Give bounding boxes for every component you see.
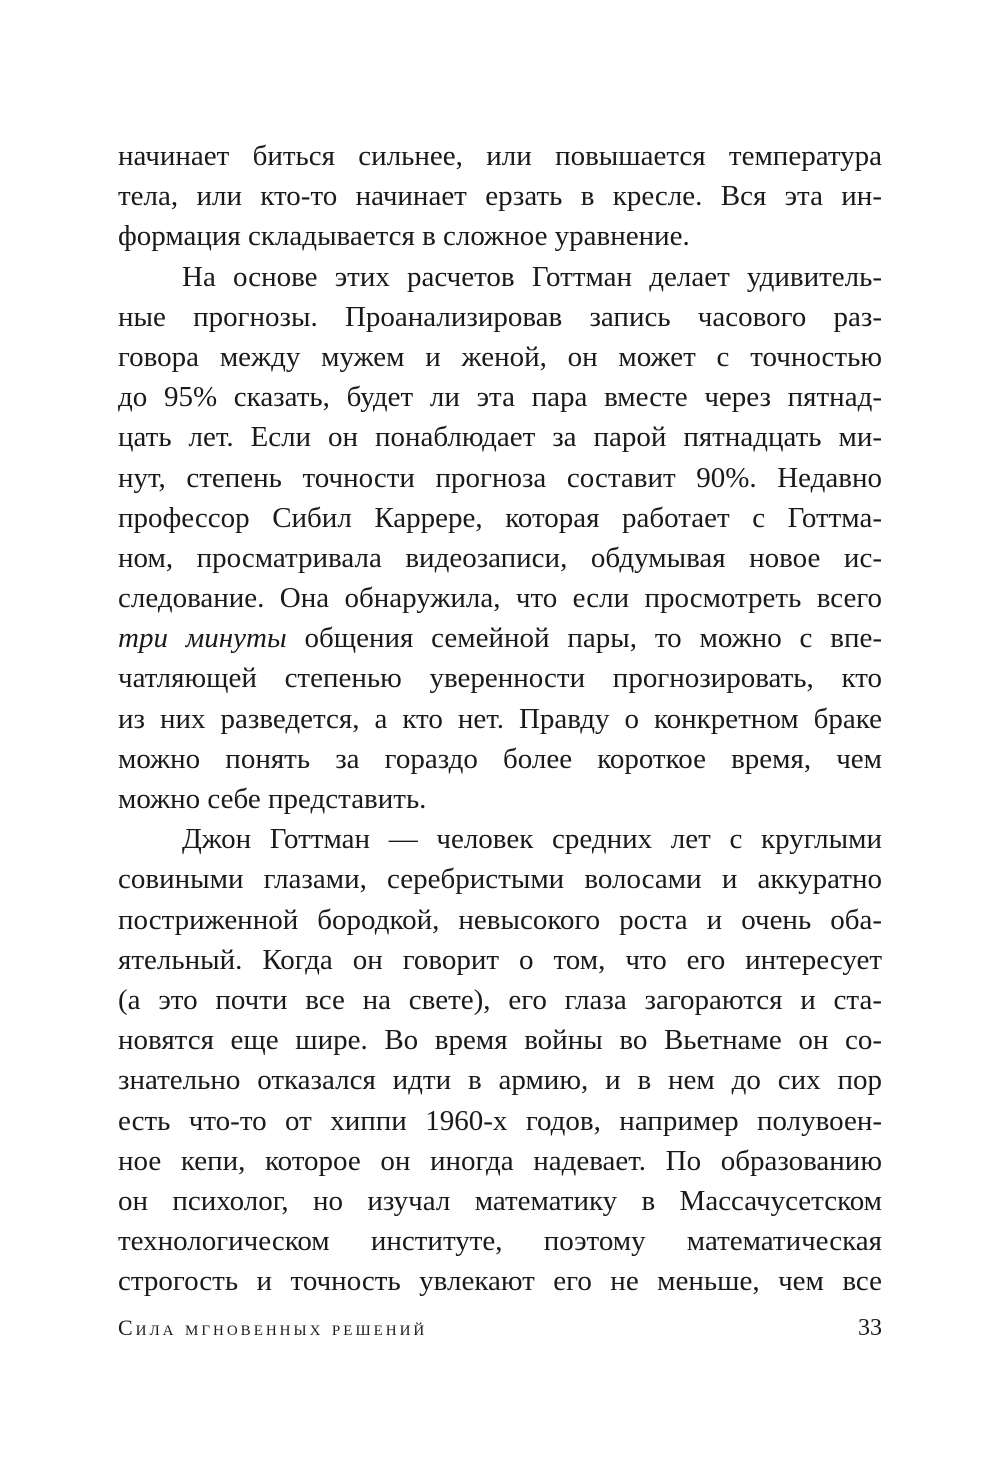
- text-line: профессор Сибил Каррере, которая работает с Готтма-: [118, 501, 882, 534]
- paragraph-start-line: На основе этих расчетов Готтман делает удивитель-: [182, 260, 882, 293]
- text-line: совиными глазами, серебристыми волосами и аккуратно: [118, 863, 882, 896]
- text-line: технологическом институте, поэтому математическая: [118, 1225, 882, 1258]
- text-line: новятся еще шире. Во время войны во Вьетнаме он со-: [118, 1024, 882, 1057]
- text-line: нут, степень точности прогноза составит 90%. Недавно: [118, 461, 882, 494]
- text-line: следование. Она обнаружила, что если просмотреть всего: [118, 582, 882, 615]
- text-line: из них разведется, а кто нет. Правду о конкретном браке: [118, 702, 882, 735]
- text-line: постриженной бородкой, невысокого роста и очень оба-: [118, 903, 882, 936]
- text-line: ятельный. Когда он говорит о том, что его интересует: [118, 943, 882, 976]
- italic-phrase: три минуты: [118, 622, 287, 655]
- page-number: 33: [858, 1315, 882, 1341]
- text-line: знательно отказался идти в армию, и в нем до сих пор: [118, 1064, 882, 1097]
- text-line: говора между мужем и женой, он может с точностью: [118, 340, 882, 373]
- running-title: Сила мгновенных решений: [118, 1315, 428, 1340]
- text-line-with-italic: [118, 618, 882, 658]
- text-line: тела, или кто-то начинает ерзать в кресле. Вся эта ин-: [118, 180, 882, 213]
- text-line: можно себе представить.: [118, 783, 427, 815]
- text-line: формация складывается в сложное уравнение.: [118, 220, 690, 253]
- page-footer: [118, 1308, 882, 1348]
- body-text: [118, 136, 882, 1301]
- text-line: чатляющей степенью уверенности прогнозировать, кто: [118, 662, 882, 695]
- text-line: он психолог, но изучал математику в Массачусетском: [118, 1184, 882, 1217]
- text-line: ном, просматривала видеозаписи, обдумывая новое ис-: [118, 541, 882, 574]
- text-line: до 95% сказать, будет ли эта пара вместе через пятнад-: [118, 381, 882, 414]
- text-line: можно понять за гораздо более короткое время, чем: [118, 742, 882, 775]
- text-line: начинает биться сильнее, или повышается температура: [118, 140, 882, 172]
- text-line: цать лет. Если он понаблюдает за парой пятнадцать ми-: [118, 421, 882, 454]
- text-line-rest: общения семейной пары, то можно с впе-: [304, 622, 883, 655]
- text-line: ное кепи, которое он иногда надевает. По образованию: [118, 1144, 882, 1177]
- text-line: (а это почти все на свете), его глаза загораются и ста-: [118, 983, 882, 1016]
- text-line: строгость и точность увлекают его не меньше, чем все: [118, 1265, 882, 1298]
- paragraph-start-line: Джон Готтман — человек средних лет с круглыми: [182, 823, 882, 856]
- text-line: ные прогнозы. Проанализировав запись часового раз-: [118, 300, 882, 333]
- text-line: есть что-то от хиппи 1960-х годов, например полувоен-: [118, 1104, 882, 1137]
